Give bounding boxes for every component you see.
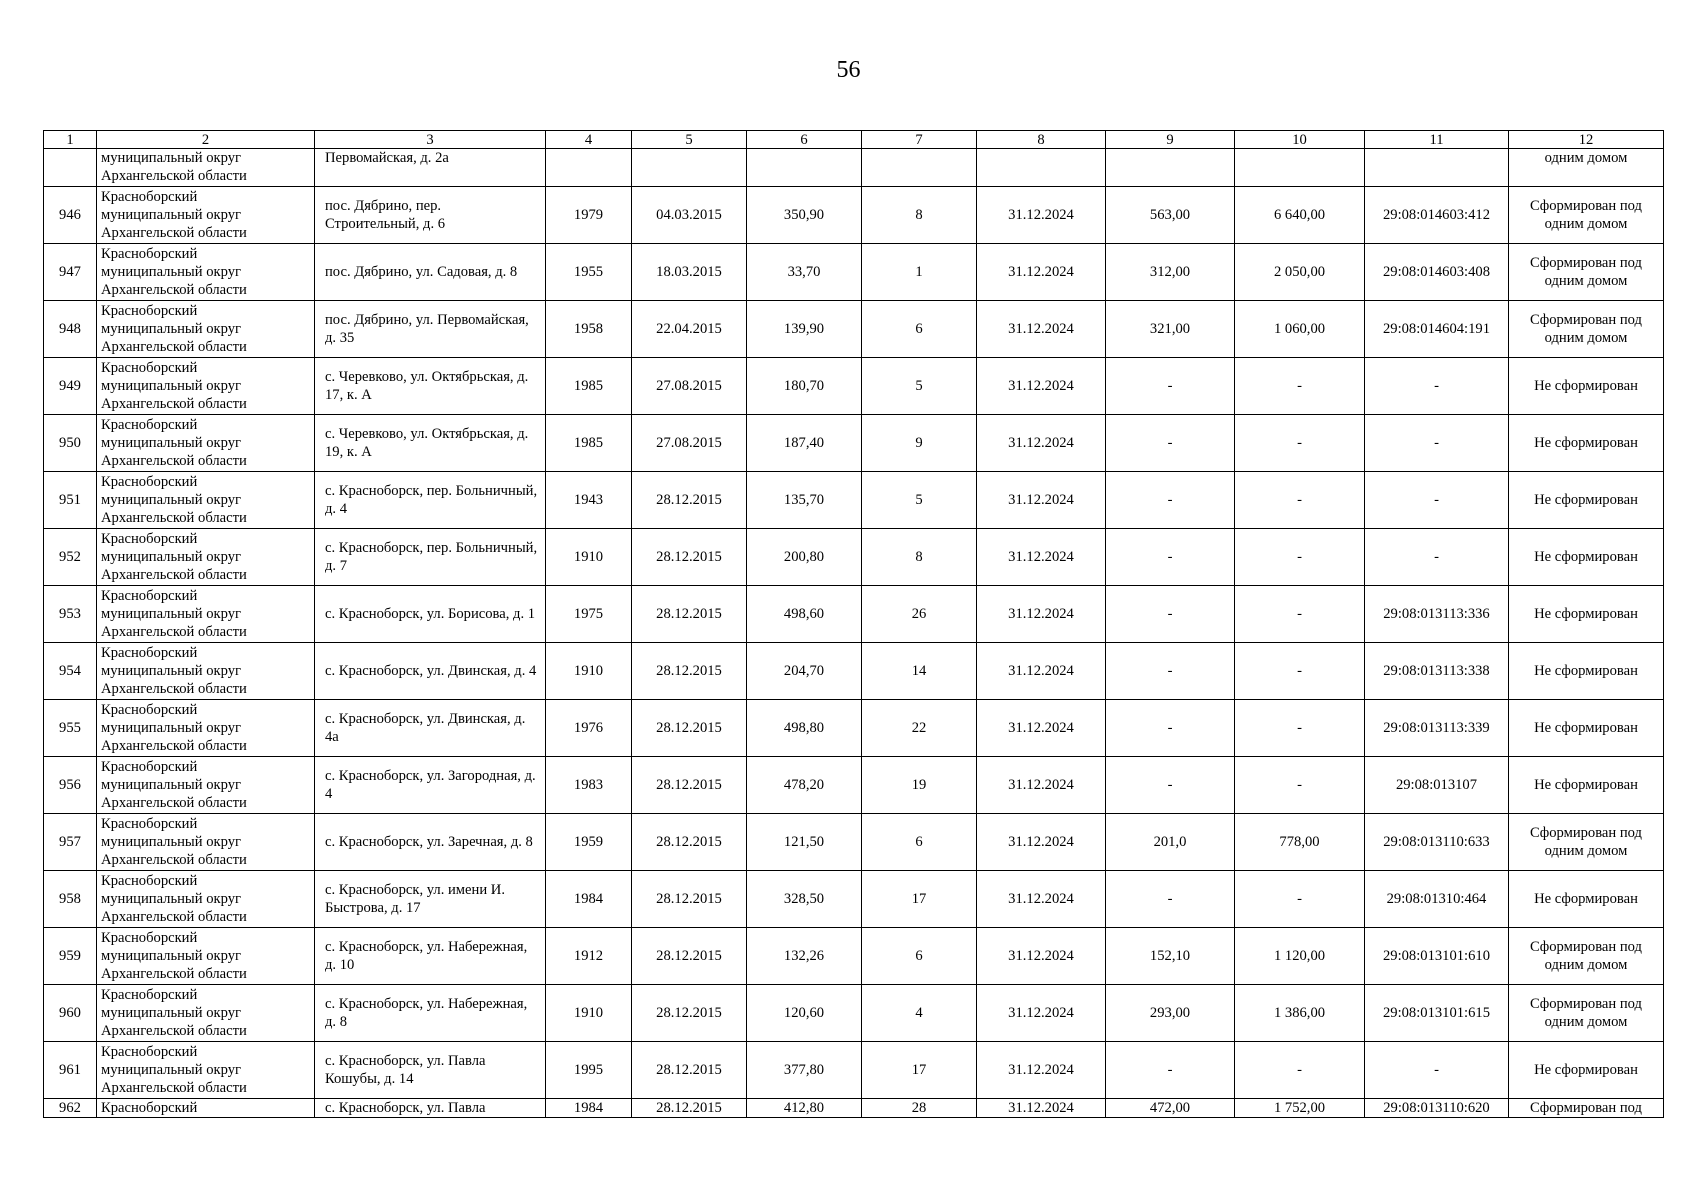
deadline-cell: 31.12.2024 bbox=[977, 871, 1106, 928]
table-row bbox=[44, 358, 1664, 415]
column-header: 5 bbox=[632, 131, 747, 149]
value-9-cell: - bbox=[1106, 1042, 1235, 1099]
value-9-cell: 321,00 bbox=[1106, 301, 1235, 358]
address-cell: Первомайская, д. 2а bbox=[315, 149, 546, 187]
land-status-cell: Сформирован под одним домом bbox=[1509, 244, 1664, 301]
date-cell: 28.12.2015 bbox=[632, 928, 747, 985]
cadastral-number-cell: 29:08:013110:620 bbox=[1365, 1099, 1509, 1118]
record-number bbox=[44, 149, 97, 187]
date-cell: 28.12.2015 bbox=[632, 814, 747, 871]
record-number: 954 bbox=[44, 643, 97, 700]
address-cell: с. Черевково, ул. Октябрьская, д. 17, к. А bbox=[315, 358, 546, 415]
value-10-cell: - bbox=[1235, 700, 1365, 757]
value-9-cell: - bbox=[1106, 529, 1235, 586]
deadline-cell: 31.12.2024 bbox=[977, 1042, 1106, 1099]
build-year-cell: 1985 bbox=[546, 415, 632, 472]
column-header: 7 bbox=[862, 131, 977, 149]
value-9-cell: - bbox=[1106, 700, 1235, 757]
column-header: 10 bbox=[1235, 131, 1365, 149]
cadastral-number-cell: 29:08:013113:339 bbox=[1365, 700, 1509, 757]
district-cell: Красноборский bbox=[97, 1099, 315, 1118]
count-cell: 26 bbox=[862, 586, 977, 643]
land-status-cell: Сформирован под одним домом bbox=[1509, 301, 1664, 358]
area-cell: 121,50 bbox=[747, 814, 862, 871]
record-number: 962 bbox=[44, 1099, 97, 1118]
record-number: 960 bbox=[44, 985, 97, 1042]
table-row bbox=[44, 700, 1664, 757]
table-row bbox=[44, 928, 1664, 985]
count-cell bbox=[862, 149, 977, 187]
date-cell: 28.12.2015 bbox=[632, 586, 747, 643]
column-header: 3 bbox=[315, 131, 546, 149]
area-cell: 132,26 bbox=[747, 928, 862, 985]
area-cell: 328,50 bbox=[747, 871, 862, 928]
build-year-cell: 1976 bbox=[546, 700, 632, 757]
land-status-cell: Сформирован под одним домом bbox=[1509, 985, 1664, 1042]
count-cell: 17 bbox=[862, 1042, 977, 1099]
count-cell: 6 bbox=[862, 928, 977, 985]
value-10-cell: - bbox=[1235, 757, 1365, 814]
land-status-cell: Не сформирован bbox=[1509, 871, 1664, 928]
land-status-cell: Сформирован под одним домом bbox=[1509, 187, 1664, 244]
value-10-cell: - bbox=[1235, 643, 1365, 700]
record-number: 948 bbox=[44, 301, 97, 358]
record-number: 953 bbox=[44, 586, 97, 643]
build-year-cell: 1910 bbox=[546, 985, 632, 1042]
deadline-cell: 31.12.2024 bbox=[977, 187, 1106, 244]
area-cell: 478,20 bbox=[747, 757, 862, 814]
cadastral-number-cell: 29:08:013107 bbox=[1365, 757, 1509, 814]
area-cell: 204,70 bbox=[747, 643, 862, 700]
area-cell: 187,40 bbox=[747, 415, 862, 472]
registry-body bbox=[44, 131, 1664, 1118]
value-9-cell: - bbox=[1106, 586, 1235, 643]
district-cell: Красноборский муниципальный округ Архангельской области bbox=[97, 301, 315, 358]
area-cell: 180,70 bbox=[747, 358, 862, 415]
cadastral-number-cell: 29:08:013101:610 bbox=[1365, 928, 1509, 985]
address-cell: с. Красноборск, ул. Двинская, д. 4 bbox=[315, 643, 546, 700]
record-number: 947 bbox=[44, 244, 97, 301]
value-10-cell: 1 060,00 bbox=[1235, 301, 1365, 358]
date-cell: 28.12.2015 bbox=[632, 472, 747, 529]
page-number: 56 bbox=[836, 57, 861, 83]
build-year-cell: 1959 bbox=[546, 814, 632, 871]
district-cell: Красноборский муниципальный округ Архангельской области bbox=[97, 415, 315, 472]
value-10-cell: 1 120,00 bbox=[1235, 928, 1365, 985]
deadline-cell: 31.12.2024 bbox=[977, 472, 1106, 529]
count-cell: 6 bbox=[862, 814, 977, 871]
date-cell: 28.12.2015 bbox=[632, 1099, 747, 1118]
cadastral-number-cell: - bbox=[1365, 358, 1509, 415]
address-cell: с. Красноборск, ул. Загородная, д. 4 bbox=[315, 757, 546, 814]
cadastral-number-cell: 29:08:013101:615 bbox=[1365, 985, 1509, 1042]
table-row bbox=[44, 187, 1664, 244]
address-cell: с. Красноборск, ул. Набережная, д. 10 bbox=[315, 928, 546, 985]
record-number: 958 bbox=[44, 871, 97, 928]
address-cell: с. Красноборск, ул. имени И. Быстрова, д. 17 bbox=[315, 871, 546, 928]
value-9-cell: 312,00 bbox=[1106, 244, 1235, 301]
value-10-cell: 2 050,00 bbox=[1235, 244, 1365, 301]
district-cell: Красноборский муниципальный округ Архангельской области bbox=[97, 871, 315, 928]
table-row bbox=[44, 415, 1664, 472]
record-number: 950 bbox=[44, 415, 97, 472]
district-cell: Красноборский муниципальный округ Архангельской области bbox=[97, 643, 315, 700]
housing-registry-table bbox=[43, 130, 1664, 1118]
build-year-cell: 1910 bbox=[546, 643, 632, 700]
record-number: 949 bbox=[44, 358, 97, 415]
column-header: 6 bbox=[747, 131, 862, 149]
area-cell: 412,80 bbox=[747, 1099, 862, 1118]
count-cell: 8 bbox=[862, 187, 977, 244]
column-header: 2 bbox=[97, 131, 315, 149]
district-cell: Красноборский муниципальный округ Архангельской области bbox=[97, 1042, 315, 1099]
area-cell bbox=[747, 149, 862, 187]
cadastral-number-cell: - bbox=[1365, 1042, 1509, 1099]
address-cell: с. Красноборск, пер. Больничный, д. 4 bbox=[315, 472, 546, 529]
value-9-cell: - bbox=[1106, 643, 1235, 700]
address-cell: с. Черевково, ул. Октябрьская, д. 19, к. А bbox=[315, 415, 546, 472]
count-cell: 8 bbox=[862, 529, 977, 586]
area-cell: 498,60 bbox=[747, 586, 862, 643]
land-status-cell: Сформирован под одним домом bbox=[1509, 928, 1664, 985]
date-cell bbox=[632, 149, 747, 187]
land-status-cell: Не сформирован bbox=[1509, 586, 1664, 643]
table-row bbox=[44, 301, 1664, 358]
deadline-cell bbox=[977, 149, 1106, 187]
table-row bbox=[44, 586, 1664, 643]
value-10-cell bbox=[1235, 149, 1365, 187]
deadline-cell: 31.12.2024 bbox=[977, 700, 1106, 757]
district-cell: Красноборский муниципальный округ Архангельской области bbox=[97, 814, 315, 871]
deadline-cell: 31.12.2024 bbox=[977, 586, 1106, 643]
build-year-cell: 1912 bbox=[546, 928, 632, 985]
table-row bbox=[44, 472, 1664, 529]
district-cell: муниципальный округ Архангельской области bbox=[97, 149, 315, 187]
land-status-cell: Не сформирован bbox=[1509, 700, 1664, 757]
deadline-cell: 31.12.2024 bbox=[977, 1099, 1106, 1118]
value-9-cell bbox=[1106, 149, 1235, 187]
district-cell: Красноборский муниципальный округ Архангельской области bbox=[97, 700, 315, 757]
build-year-cell: 1984 bbox=[546, 1099, 632, 1118]
date-cell: 28.12.2015 bbox=[632, 757, 747, 814]
address-cell: с. Красноборск, пер. Больничный, д. 7 bbox=[315, 529, 546, 586]
build-year-cell: 1995 bbox=[546, 1042, 632, 1099]
value-9-cell: - bbox=[1106, 757, 1235, 814]
district-cell: Красноборский муниципальный округ Архангельской области bbox=[97, 472, 315, 529]
table-header-row bbox=[44, 131, 1664, 149]
value-10-cell: 778,00 bbox=[1235, 814, 1365, 871]
table-row bbox=[44, 985, 1664, 1042]
deadline-cell: 31.12.2024 bbox=[977, 814, 1106, 871]
table-row-continuation bbox=[44, 149, 1664, 187]
area-cell: 139,90 bbox=[747, 301, 862, 358]
value-10-cell: - bbox=[1235, 871, 1365, 928]
address-cell: с. Красноборск, ул. Павла Кошубы, д. 14 bbox=[315, 1042, 546, 1099]
build-year-cell: 1983 bbox=[546, 757, 632, 814]
address-cell: с. Красноборск, ул. Двинская, д. 4а bbox=[315, 700, 546, 757]
cadastral-number-cell: - bbox=[1365, 415, 1509, 472]
build-year-cell: 1985 bbox=[546, 358, 632, 415]
land-status-cell: Сформирован под bbox=[1509, 1099, 1664, 1118]
table-row bbox=[44, 244, 1664, 301]
count-cell: 17 bbox=[862, 871, 977, 928]
cadastral-number-cell bbox=[1365, 149, 1509, 187]
build-year-cell: 1979 bbox=[546, 187, 632, 244]
area-cell: 200,80 bbox=[747, 529, 862, 586]
deadline-cell: 31.12.2024 bbox=[977, 757, 1106, 814]
count-cell: 9 bbox=[862, 415, 977, 472]
area-cell: 33,70 bbox=[747, 244, 862, 301]
record-number: 951 bbox=[44, 472, 97, 529]
cadastral-number-cell: - bbox=[1365, 529, 1509, 586]
district-cell: Красноборский муниципальный округ Архангельской области bbox=[97, 928, 315, 985]
address-cell: пос. Дябрино, ул. Первомайская, д. 35 bbox=[315, 301, 546, 358]
date-cell: 04.03.2015 bbox=[632, 187, 747, 244]
record-number: 956 bbox=[44, 757, 97, 814]
area-cell: 120,60 bbox=[747, 985, 862, 1042]
record-number: 959 bbox=[44, 928, 97, 985]
deadline-cell: 31.12.2024 bbox=[977, 928, 1106, 985]
table-row bbox=[44, 871, 1664, 928]
column-header: 9 bbox=[1106, 131, 1235, 149]
build-year-cell: 1943 bbox=[546, 472, 632, 529]
cadastral-number-cell: - bbox=[1365, 472, 1509, 529]
land-status-cell: Не сформирован bbox=[1509, 358, 1664, 415]
district-cell: Красноборский муниципальный округ Архангельской области bbox=[97, 358, 315, 415]
table-row bbox=[44, 529, 1664, 586]
build-year-cell: 1910 bbox=[546, 529, 632, 586]
value-9-cell: - bbox=[1106, 415, 1235, 472]
value-9-cell: 152,10 bbox=[1106, 928, 1235, 985]
table-row bbox=[44, 757, 1664, 814]
land-status-cell: Не сформирован bbox=[1509, 757, 1664, 814]
value-9-cell: 563,00 bbox=[1106, 187, 1235, 244]
column-header: 1 bbox=[44, 131, 97, 149]
date-cell: 22.04.2015 bbox=[632, 301, 747, 358]
record-number: 952 bbox=[44, 529, 97, 586]
table-row bbox=[44, 643, 1664, 700]
cadastral-number-cell: 29:08:01310:464 bbox=[1365, 871, 1509, 928]
value-9-cell: 472,00 bbox=[1106, 1099, 1235, 1118]
count-cell: 19 bbox=[862, 757, 977, 814]
area-cell: 135,70 bbox=[747, 472, 862, 529]
count-cell: 28 bbox=[862, 1099, 977, 1118]
district-cell: Красноборский муниципальный округ Архангельской области bbox=[97, 757, 315, 814]
date-cell: 27.08.2015 bbox=[632, 358, 747, 415]
deadline-cell: 31.12.2024 bbox=[977, 301, 1106, 358]
date-cell: 28.12.2015 bbox=[632, 700, 747, 757]
address-cell: с. Красноборск, ул. Заречная, д. 8 bbox=[315, 814, 546, 871]
cadastral-number-cell: 29:08:014603:408 bbox=[1365, 244, 1509, 301]
address-cell: пос. Дябрино, пер. Строительный, д. 6 bbox=[315, 187, 546, 244]
date-cell: 28.12.2015 bbox=[632, 529, 747, 586]
district-cell: Красноборский муниципальный округ Архангельской области bbox=[97, 985, 315, 1042]
value-10-cell: - bbox=[1235, 358, 1365, 415]
land-status-cell: Сформирован под одним домом bbox=[1509, 814, 1664, 871]
count-cell: 4 bbox=[862, 985, 977, 1042]
value-10-cell: 6 640,00 bbox=[1235, 187, 1365, 244]
date-cell: 28.12.2015 bbox=[632, 985, 747, 1042]
record-number: 961 bbox=[44, 1042, 97, 1099]
address-cell: пос. Дябрино, ул. Садовая, д. 8 bbox=[315, 244, 546, 301]
build-year-cell bbox=[546, 149, 632, 187]
count-cell: 6 bbox=[862, 301, 977, 358]
column-header: 4 bbox=[546, 131, 632, 149]
count-cell: 5 bbox=[862, 358, 977, 415]
date-cell: 28.12.2015 bbox=[632, 643, 747, 700]
value-10-cell: - bbox=[1235, 529, 1365, 586]
land-status-cell: Не сформирован bbox=[1509, 472, 1664, 529]
deadline-cell: 31.12.2024 bbox=[977, 415, 1106, 472]
record-number: 957 bbox=[44, 814, 97, 871]
land-status-cell: Не сформирован bbox=[1509, 529, 1664, 586]
address-cell: с. Красноборск, ул. Павла bbox=[315, 1099, 546, 1118]
cadastral-number-cell: 29:08:013113:338 bbox=[1365, 643, 1509, 700]
table-row bbox=[44, 814, 1664, 871]
build-year-cell: 1955 bbox=[546, 244, 632, 301]
table-row-partial bbox=[44, 1099, 1664, 1118]
value-10-cell: - bbox=[1235, 415, 1365, 472]
area-cell: 498,80 bbox=[747, 700, 862, 757]
column-header: 12 bbox=[1509, 131, 1664, 149]
district-cell: Красноборский муниципальный округ Архангельской области bbox=[97, 529, 315, 586]
land-status-cell: Не сформирован bbox=[1509, 415, 1664, 472]
cadastral-number-cell: 29:08:014603:412 bbox=[1365, 187, 1509, 244]
value-9-cell: 201,0 bbox=[1106, 814, 1235, 871]
build-year-cell: 1975 bbox=[546, 586, 632, 643]
value-10-cell: - bbox=[1235, 1042, 1365, 1099]
district-cell: Красноборский муниципальный округ Архангельской области bbox=[97, 187, 315, 244]
count-cell: 14 bbox=[862, 643, 977, 700]
column-header: 8 bbox=[977, 131, 1106, 149]
column-header: 11 bbox=[1365, 131, 1509, 149]
deadline-cell: 31.12.2024 bbox=[977, 529, 1106, 586]
land-status-cell: Не сформирован bbox=[1509, 643, 1664, 700]
value-10-cell: - bbox=[1235, 472, 1365, 529]
cadastral-number-cell: 29:08:013113:336 bbox=[1365, 586, 1509, 643]
address-cell: с. Красноборск, ул. Борисова, д. 1 bbox=[315, 586, 546, 643]
date-cell: 28.12.2015 bbox=[632, 871, 747, 928]
value-9-cell: - bbox=[1106, 358, 1235, 415]
district-cell: Красноборский муниципальный округ Архангельской области bbox=[97, 244, 315, 301]
cadastral-number-cell: 29:08:014604:191 bbox=[1365, 301, 1509, 358]
land-status-cell: Не сформирован bbox=[1509, 1042, 1664, 1099]
table-row bbox=[44, 1042, 1664, 1099]
date-cell: 27.08.2015 bbox=[632, 415, 747, 472]
land-status-cell: одним домом bbox=[1509, 149, 1664, 187]
deadline-cell: 31.12.2024 bbox=[977, 244, 1106, 301]
value-10-cell: 1 752,00 bbox=[1235, 1099, 1365, 1118]
area-cell: 350,90 bbox=[747, 187, 862, 244]
value-9-cell: 293,00 bbox=[1106, 985, 1235, 1042]
build-year-cell: 1958 bbox=[546, 301, 632, 358]
date-cell: 28.12.2015 bbox=[632, 1042, 747, 1099]
deadline-cell: 31.12.2024 bbox=[977, 985, 1106, 1042]
count-cell: 1 bbox=[862, 244, 977, 301]
value-10-cell: 1 386,00 bbox=[1235, 985, 1365, 1042]
value-10-cell: - bbox=[1235, 586, 1365, 643]
build-year-cell: 1984 bbox=[546, 871, 632, 928]
count-cell: 22 bbox=[862, 700, 977, 757]
cadastral-number-cell: 29:08:013110:633 bbox=[1365, 814, 1509, 871]
value-9-cell: - bbox=[1106, 871, 1235, 928]
date-cell: 18.03.2015 bbox=[632, 244, 747, 301]
district-cell: Красноборский муниципальный округ Архангельской области bbox=[97, 586, 315, 643]
area-cell: 377,80 bbox=[747, 1042, 862, 1099]
address-cell: с. Красноборск, ул. Набережная, д. 8 bbox=[315, 985, 546, 1042]
value-9-cell: - bbox=[1106, 472, 1235, 529]
count-cell: 5 bbox=[862, 472, 977, 529]
deadline-cell: 31.12.2024 bbox=[977, 643, 1106, 700]
record-number: 946 bbox=[44, 187, 97, 244]
record-number: 955 bbox=[44, 700, 97, 757]
deadline-cell: 31.12.2024 bbox=[977, 358, 1106, 415]
